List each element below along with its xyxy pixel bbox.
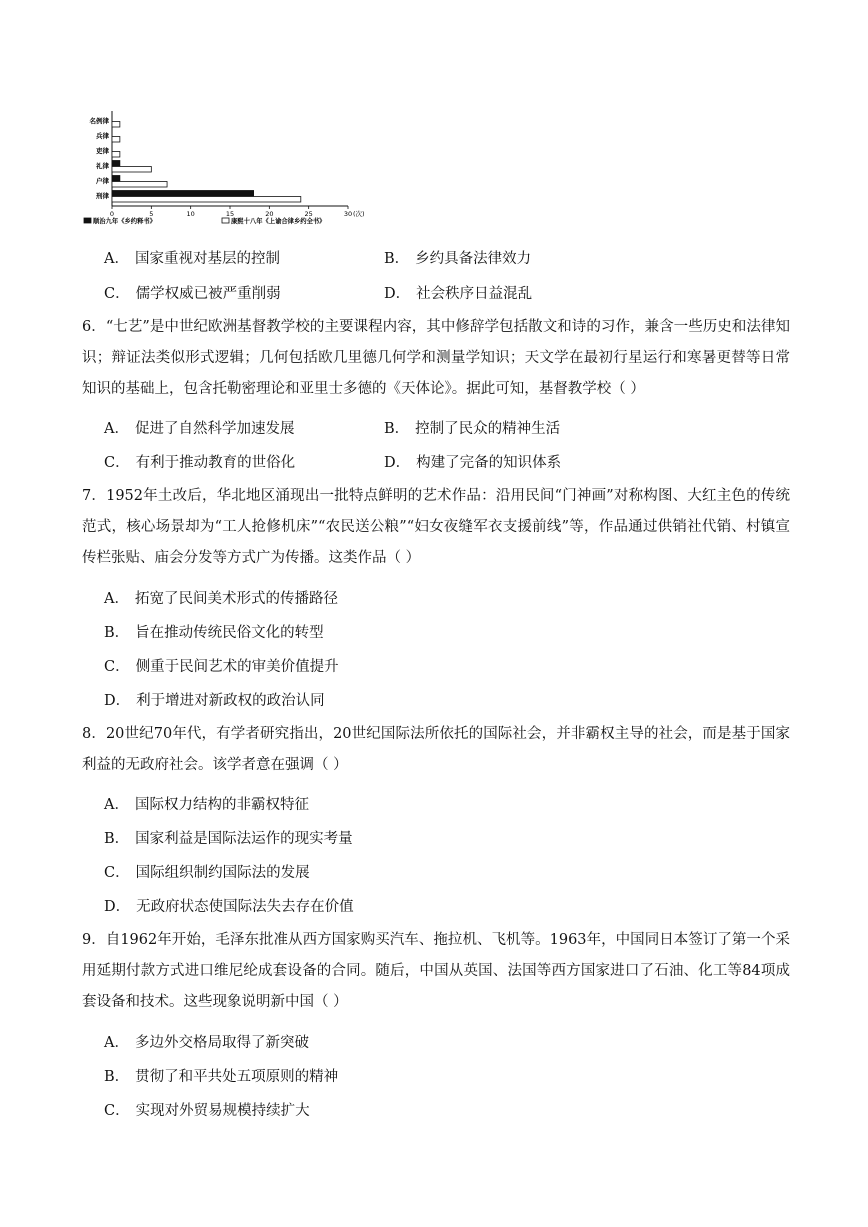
legend-swatch-kangxi: [222, 218, 229, 223]
q9-option-b[interactable]: [104, 1067, 338, 1087]
x-tick-label: 25: [304, 210, 313, 218]
q9-option-c[interactable]: [104, 1101, 310, 1121]
option-letter: A．: [104, 251, 129, 267]
q6-option-b[interactable]: [384, 419, 560, 439]
q5-option-b[interactable]: [384, 249, 531, 269]
q6-option-d[interactable]: [384, 453, 561, 473]
option-text: 侧重于民间艺术的审美价值提升: [135, 659, 339, 675]
option-letter: B．: [104, 625, 130, 641]
q7-option-c[interactable]: [104, 657, 339, 677]
option-text: 旨在推动传统民俗文化的转型: [135, 625, 324, 641]
option-text: 实现对外贸易规模持续扩大: [135, 1103, 310, 1119]
option-letter: B．: [384, 421, 410, 437]
option-letter: C．: [104, 286, 130, 302]
option-letter: C．: [104, 659, 130, 675]
option-letter: A．: [104, 421, 129, 437]
legend-label-shunzhi: 顺治九年《乡约释书》: [93, 218, 156, 225]
q9-option-a[interactable]: [104, 1033, 309, 1053]
q8-option-b[interactable]: [104, 829, 353, 849]
option-text: 国际组织制约国际法的发展: [135, 865, 310, 881]
option-letter: D．: [384, 286, 411, 302]
category-label: 兵律: [96, 132, 109, 140]
x-tick-label: 15: [225, 210, 235, 218]
legend-swatch-shunzhi: [84, 218, 91, 223]
q5-option-d[interactable]: [384, 284, 532, 304]
q5-option-a[interactable]: [104, 249, 280, 269]
q7-option-b[interactable]: [104, 623, 324, 643]
option-text: 利于增进对新政权的政治认同: [136, 693, 325, 709]
q8-option-c[interactable]: [104, 863, 310, 883]
q5-option-c[interactable]: [104, 284, 281, 304]
option-text: 多边外交格局取得了新突破: [134, 1035, 309, 1051]
q7-option-a[interactable]: [104, 589, 338, 609]
category-label: 礼律: [96, 162, 109, 170]
q9-stem: 9．自1962年开始，毛泽东批准从西方国家购买汽车、拖拉机、飞机等。1963年，中国同日本签订了第一个采用延期付款方式进口维尼纶成套设备的合同。随后，中国从英国、法国等西方国家进口了石油、化工等84项成套设备和技术。这些现象说明新中国（ ）: [82, 932, 790, 1010]
bar-shunzhi: [112, 161, 120, 167]
option-letter: D．: [384, 455, 411, 471]
option-text: 社会秩序日益混乱: [416, 286, 533, 302]
option-letter: C．: [104, 1103, 130, 1119]
q8-stem: 8．20世纪70年代，有学者研究指出，20世纪国际法所依托的国际社会，并非霸权主导的社会，而是基于国家利益的无政府社会。该学者意在强调（ ）: [82, 726, 790, 773]
option-letter: D．: [104, 693, 131, 709]
bar-kangxi: [112, 197, 301, 203]
bar-shunzhi: [112, 191, 254, 197]
q6-option-c[interactable]: [104, 453, 295, 473]
q6-stem: 6．“七艺”是中世纪欧洲基督教学校的主要课程内容，其中修辞学包括散文和诗的习作，兼含一些历史和法律知识；辩证法类似形式逻辑；几何包括欧几里德几何学和测量学知识；天文学在最初行星运行和寒暑更替等日常知识的基础上，包含托勒密理论和亚里士多德的《天体论》。据此可知，基督教学校（ ）: [82, 319, 790, 397]
option-text: 控制了民众的精神生活: [415, 421, 561, 437]
q7-stem: 7．1952年土改后，华北地区涌现出一批特点鲜明的艺术作品：沿用民间“门神画”对称构图、大红主色的传统范式，核心场景却为“工人抢修机床”“农民送公粮”“妇女夜缝军衣支援前线”等，作品通过供销社代销、村镇宣传栏张贴、庙会分发等方式广为传播。这类作品（ ）: [82, 488, 790, 566]
bar-kangxi: [112, 122, 120, 128]
option-text: 促进了自然科学加速发展: [134, 421, 295, 437]
law-citation-bar-chart: [82, 108, 382, 228]
option-letter: A．: [104, 797, 129, 813]
option-letter: C．: [104, 455, 130, 471]
q8-option-d[interactable]: [104, 897, 354, 917]
x-axis-unit: (次): [353, 210, 365, 218]
option-letter: D．: [104, 899, 131, 915]
q6-option-a[interactable]: [104, 419, 294, 439]
option-text: 无政府状态使国际法失去存在价值: [136, 899, 354, 915]
chart-canvas: [82, 108, 382, 228]
bar-kangxi: [112, 167, 151, 173]
bar-kangxi: [112, 137, 120, 143]
q7-option-d[interactable]: [104, 691, 325, 711]
x-tick-label: 10: [186, 210, 195, 218]
option-text: 构建了完备的知识体系: [416, 455, 562, 471]
bar-shunzhi: [112, 176, 120, 182]
option-text: 国际权力结构的非霸权特征: [134, 797, 309, 813]
option-text: 乡约具备法律效力: [415, 251, 532, 267]
x-tick-label: 30: [343, 210, 353, 218]
option-letter: B．: [104, 831, 130, 847]
category-label: 刑律: [96, 192, 109, 200]
option-letter: A．: [104, 591, 129, 607]
option-text: 国家利益是国际法运作的现实考量: [135, 831, 353, 847]
x-tick-label: 5: [149, 210, 154, 218]
category-label: 吏律: [96, 147, 109, 155]
bar-kangxi: [112, 182, 167, 188]
legend-label-kangxi: 康熙十八年《上谕合律乡约全书》: [231, 218, 326, 225]
x-tick-label: 20: [265, 210, 274, 218]
option-letter: A．: [104, 1035, 129, 1051]
option-text: 贯彻了和平共处五项原则的精神: [135, 1069, 339, 1085]
category-label: 户律: [96, 177, 109, 185]
option-letter: B．: [104, 1069, 130, 1085]
option-letter: B．: [384, 251, 410, 267]
option-letter: C．: [104, 865, 130, 881]
category-label: 名例律: [89, 117, 109, 125]
x-tick-label: 0: [109, 210, 115, 218]
option-text: 有利于推动教育的世俗化: [135, 455, 296, 471]
option-text: 国家重视对基层的控制: [134, 251, 280, 267]
q8-option-a[interactable]: [104, 795, 309, 815]
option-text: 拓宽了民间美术形式的传播路径: [134, 591, 338, 607]
bar-kangxi: [112, 152, 120, 158]
option-text: 儒学权威已被严重削弱: [135, 286, 281, 302]
